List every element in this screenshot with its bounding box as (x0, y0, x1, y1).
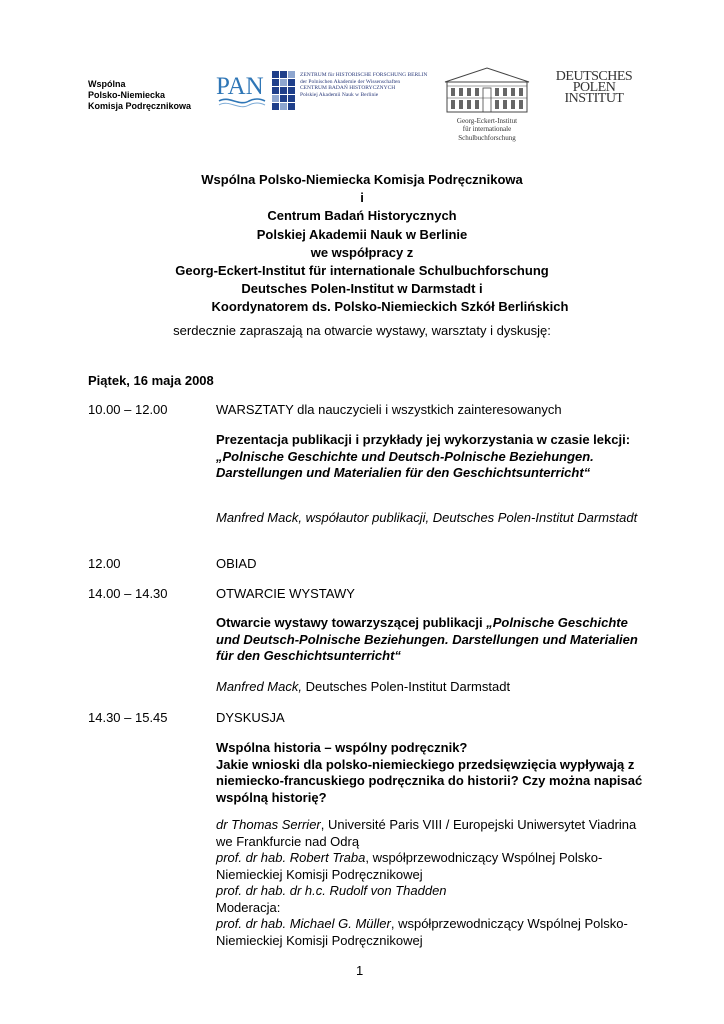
session-3-publication-title: „Polnische Geschichte und Deutsch-Polnische Beziehungen. Darstellungen und Materialien für den Geschichtsunterricht“ (216, 615, 638, 663)
session-1-time: 10.00 – 12.00 (88, 402, 168, 417)
session-2-time: 12.00 (88, 556, 121, 571)
session-3-speaker-org: Deutsches Polen-Institut Darmstadt (301, 679, 511, 694)
session-4-questions (216, 740, 646, 806)
heading-line-2: i (360, 190, 364, 206)
heading-line-7: Deutsches Polen-Institut w Darmstadt i (241, 281, 483, 297)
page-number: 1 (356, 963, 364, 978)
heading-line-8: Koordynatorem ds. Polsko-Niemieckich Szkół Berlińskich (211, 299, 569, 315)
panelist-2-name: prof. dr hab. Robert Traba (216, 850, 366, 865)
gei-caption: Georg-Eckert-Institut für internationale Schulbuchforschung (456, 117, 518, 142)
moderator-role: , współprzewodniczący Wspólnej Polsko-Niemieckiej Komisji Podręcznikowej (216, 916, 628, 948)
org-line-3: Komisja Podręcznikowa (88, 101, 192, 111)
pan-logo (215, 70, 269, 112)
panelist-1-name: dr Thomas Serrier (216, 817, 321, 832)
panelist-1-role: , Université Paris VIII / Europejski Uniwersytet Viadrina we Frankfurcie nad Odrą (216, 817, 637, 849)
commission-name-small (88, 79, 191, 112)
session-1-speaker: Manfred Mack, współautor publikacji, Deutsches Polen-Institut Darmstadt (216, 510, 638, 525)
dpi-logo: DEUTSCHES POLEN INSTITUT (555, 69, 633, 106)
panelist-3-name: prof. dr hab. dr h.c. Rudolf von Thadden (216, 883, 447, 898)
session-1-publication-title: „Polnische Geschichte und Deutsch-Polnische Beziehungen. Darstellungen und Materialien für den Geschichtsunterricht“ (216, 448, 594, 480)
panelist-2-role: , współprzewodniczący Wspólnej Polsko-Niemieckiej Komisji Podręcznikowej (216, 850, 603, 882)
session-4-question-2: Jakie wnioski dla polsko-niemieckiego przedsięwzięcia wypływają z niemiecko-francuskiego podręcznika do historii? Czy można napisać wspólną historię? (216, 756, 643, 805)
org-line-1: Wspólna (88, 79, 126, 89)
session-2-title: OBIAD (216, 556, 257, 571)
heading-line-3: Centrum Badań Historycznych (267, 208, 457, 224)
session-3-desc-text: Otwarcie wystawy towarzyszącej publikacji (216, 615, 487, 630)
heading-line-4: Polskiej Akademii Nauk w Berlinie (256, 226, 468, 242)
gei-building-logo (443, 66, 531, 114)
panelist-2 (216, 850, 646, 883)
heading-line-1: Wspólna Polsko-Niemiecka Komisja Podręcznikowa (201, 172, 523, 187)
moderation-label: Moderacja: (216, 899, 281, 915)
org-line-2: Polsko-Niemiecka (88, 90, 166, 100)
panelists-list (216, 817, 646, 949)
session-1-description (216, 432, 646, 482)
event-date: Piątek, 16 maja 2008 (88, 373, 214, 388)
session-4-question-1: Wspólna historia – wspólny podręcznik? (216, 740, 468, 755)
heading-line-5: we współpracy z (310, 244, 414, 260)
invitation-text: serdecznie zapraszają na otwarcie wystawy, warsztaty i dyskusję: (173, 323, 551, 338)
session-4-time: 14.30 – 15.45 (88, 710, 168, 725)
heading-line-6: Georg-Eckert-Institut für internationale Schulbuchforschung (175, 263, 549, 279)
moderator-name: prof. dr hab. Michael G. Müller (216, 916, 391, 931)
session-4-title: DYSKUSJA (216, 710, 285, 725)
session-3-description (216, 615, 646, 665)
panelist-1 (216, 817, 646, 850)
session-3-time: 14.00 – 14.30 (88, 586, 168, 601)
session-3-speaker-name: Manfred Mack, (216, 679, 302, 694)
pan-logo-text: PAN (216, 73, 264, 100)
organizers-heading (90, 171, 634, 317)
session-1-desc-text: Prezentacja publikacji i przykłady jej wykorzystania w czasie lekcji: (216, 432, 631, 447)
zfh-logo-text: ZENTRUM für HISTORISCHE FORSCHUNG BERLIN der Polnischen Akademie der Wissenschaften CENTRUM BADAŃ HISTORYCZNYCH Polskiej Akademii Nauk w Berlinie (300, 72, 428, 98)
session-3-title: OTWARCIE WYSTAWY (216, 586, 355, 601)
moderator (216, 916, 646, 949)
session-3-speaker (216, 679, 646, 696)
session-1-title: WARSZTATY dla nauczycieli i wszystkich zainteresowanych (216, 402, 562, 417)
